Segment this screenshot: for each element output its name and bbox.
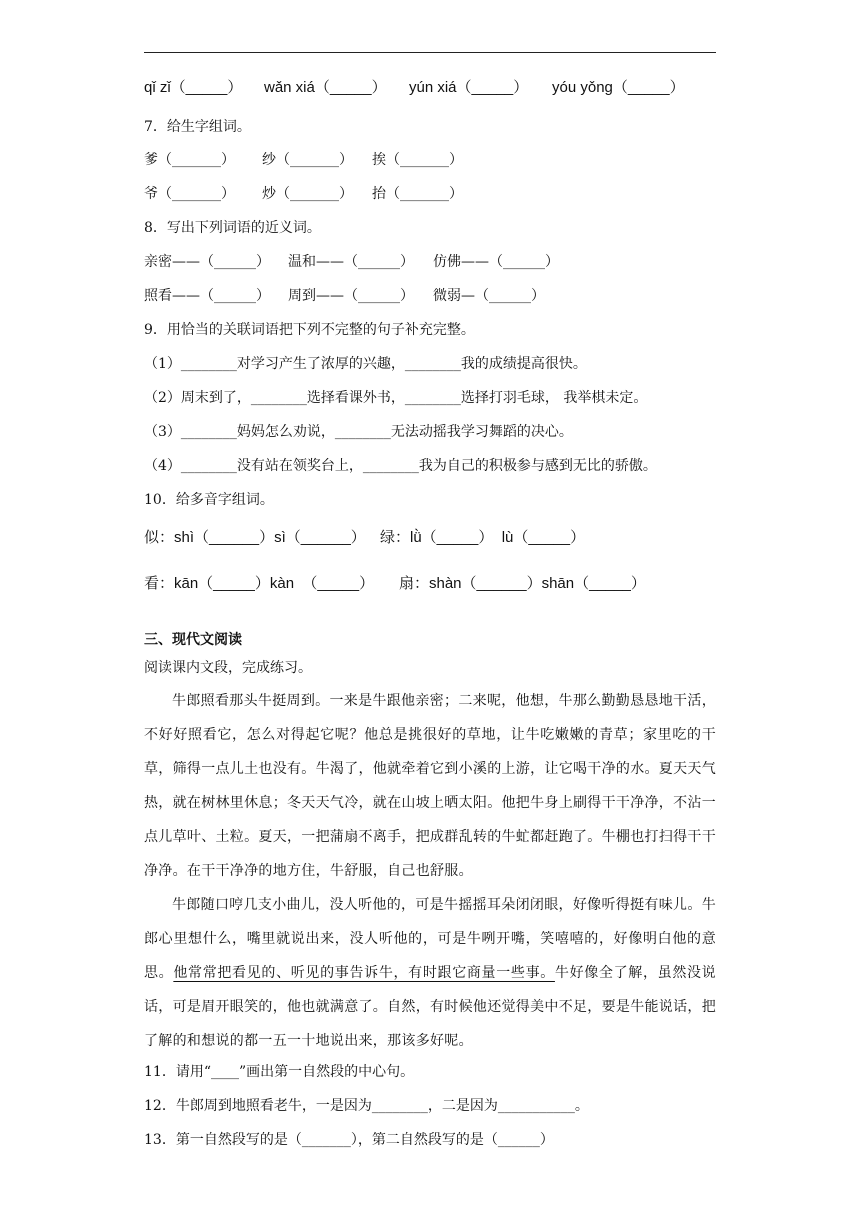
header-rule: [144, 52, 716, 53]
reading-paragraph-2: [144, 888, 716, 1058]
q9-item-1: （1）________对学习产生了浓厚的兴趣，________我的成绩提高很快。: [144, 356, 587, 372]
question-13: 13．第一自然段写的是（_______），第二自然段写的是（______）: [144, 1132, 554, 1148]
q10-item-shan: 扇：shàn（______）shān（_____）: [399, 575, 646, 592]
q7-item-chao: 炒（_______）: [262, 186, 353, 202]
q8-item-wenhe: 温和——（______）: [288, 254, 414, 270]
reading-paragraph-2-start: 牛郎随口哼几支小曲儿，没人听他的，可是牛摇摇耳朵闭闭眼，好像听得挺有味儿。牛郎心里想什么，嘴里就说出来，没人听他的，可是牛咧开嘴，笑嘻嘻的，好像明白他的意思。: [144, 897, 716, 981]
pinyin-item-yunxia: yún xiá（_____）: [409, 79, 529, 96]
pinyin-item-youyong: yóu yǒng（_____）: [552, 79, 685, 96]
q9-item-3: （3）________妈妈怎么劝说，________无法动摇我学习舞蹈的决心。: [144, 424, 573, 440]
reading-paragraph-1: 牛郎照看那头牛挺周到。一来是牛跟他亲密；二来呢，他想，牛那么勤勤恳恳地干活，不好好照看它，怎么对得起它呢？他总是挑很好的草地，让牛吃嫩嫩的青草；家里吃的干草，筛得一点儿土也没有。牛渴了，他就牵着它到小溪的上游，让它喝干净的水。夏天天气热，就在树林里休息；冬天天气冷，就在山坡上晒太阳。他把牛身上刷得干干净净，不沾一点儿草叶、土粒。夏天，一把蒲扇不离手，把成群乱转的牛虻都赶跑了。牛棚也打扫得干干净净。在干干净净的地方住，牛舒服，自己也舒服。: [144, 693, 716, 879]
reading-paragraph-2-end: 牛好像全了解，虽然没说话，可是眉开眼笑的，他也就满意了。自然，有时候他还觉得美中不足，要是牛能说话，把了解的和想说的都一五一十地说出来，那该多好呢。: [144, 965, 716, 1049]
question-11: 11．请用“____”画出第一自然段的中心句。: [144, 1064, 415, 1080]
q7-item-die: 爹（_______）: [144, 152, 235, 168]
q8-item-weiruo: 微弱—（______）: [433, 288, 545, 304]
q7-item-ye: 爷（_______）: [144, 186, 235, 202]
q9-item-2: （2）周末到了，________选择看课外书，________选择打羽毛球， 我举棋未定。: [144, 390, 648, 406]
q7-item-tai: 抬（_______）: [372, 186, 463, 202]
q8-item-qinmi: 亲密——（______）: [144, 254, 270, 270]
question-8-title: 8．写出下列词语的近义词。: [144, 220, 321, 236]
section-3-heading: 三、现代文阅读: [144, 632, 242, 648]
question-10-title: 10．给多音字组词。: [144, 492, 274, 508]
pinyin-item-qizi: qǐ zǐ（_____）: [144, 79, 243, 96]
reading-paragraph-2-underlined-sentence: 他常常把看见的、听见的事告诉牛，有时跟它商量一些事。: [173, 965, 555, 981]
q10-item-si: 似：shì（______）sì（______）: [144, 529, 366, 546]
q9-item-4: （4）________没有站在领奖台上，________我为自己的积极参与感到无比的骄傲。: [144, 458, 657, 474]
question-9-title: 9．用恰当的关联词语把下列不完整的句子补充完整。: [144, 322, 475, 338]
section-3-intro: 阅读课内文段，完成练习。: [144, 660, 312, 676]
pinyin-item-wanxia: wǎn xiá（_____）: [264, 79, 387, 96]
q7-item-sha: 纱（_______）: [262, 152, 353, 168]
q10-item-kan: 看：kān（_____）kàn （_____）: [144, 575, 375, 592]
question-12: 12．牛郎周到地照看老牛，一是因为________，二是因为___________。: [144, 1098, 589, 1114]
q8-item-zhoudao: 周到——（______）: [288, 288, 414, 304]
q8-item-fangfu: 仿佛——（______）: [433, 254, 559, 270]
q8-item-zhaokan: 照看——（______）: [144, 288, 270, 304]
q7-item-ai: 挨（_______）: [372, 152, 463, 168]
question-7-title: 7．给生字组词。: [144, 119, 251, 135]
q10-item-lv: 绿：lǜ（_____） lù（_____）: [380, 529, 586, 546]
